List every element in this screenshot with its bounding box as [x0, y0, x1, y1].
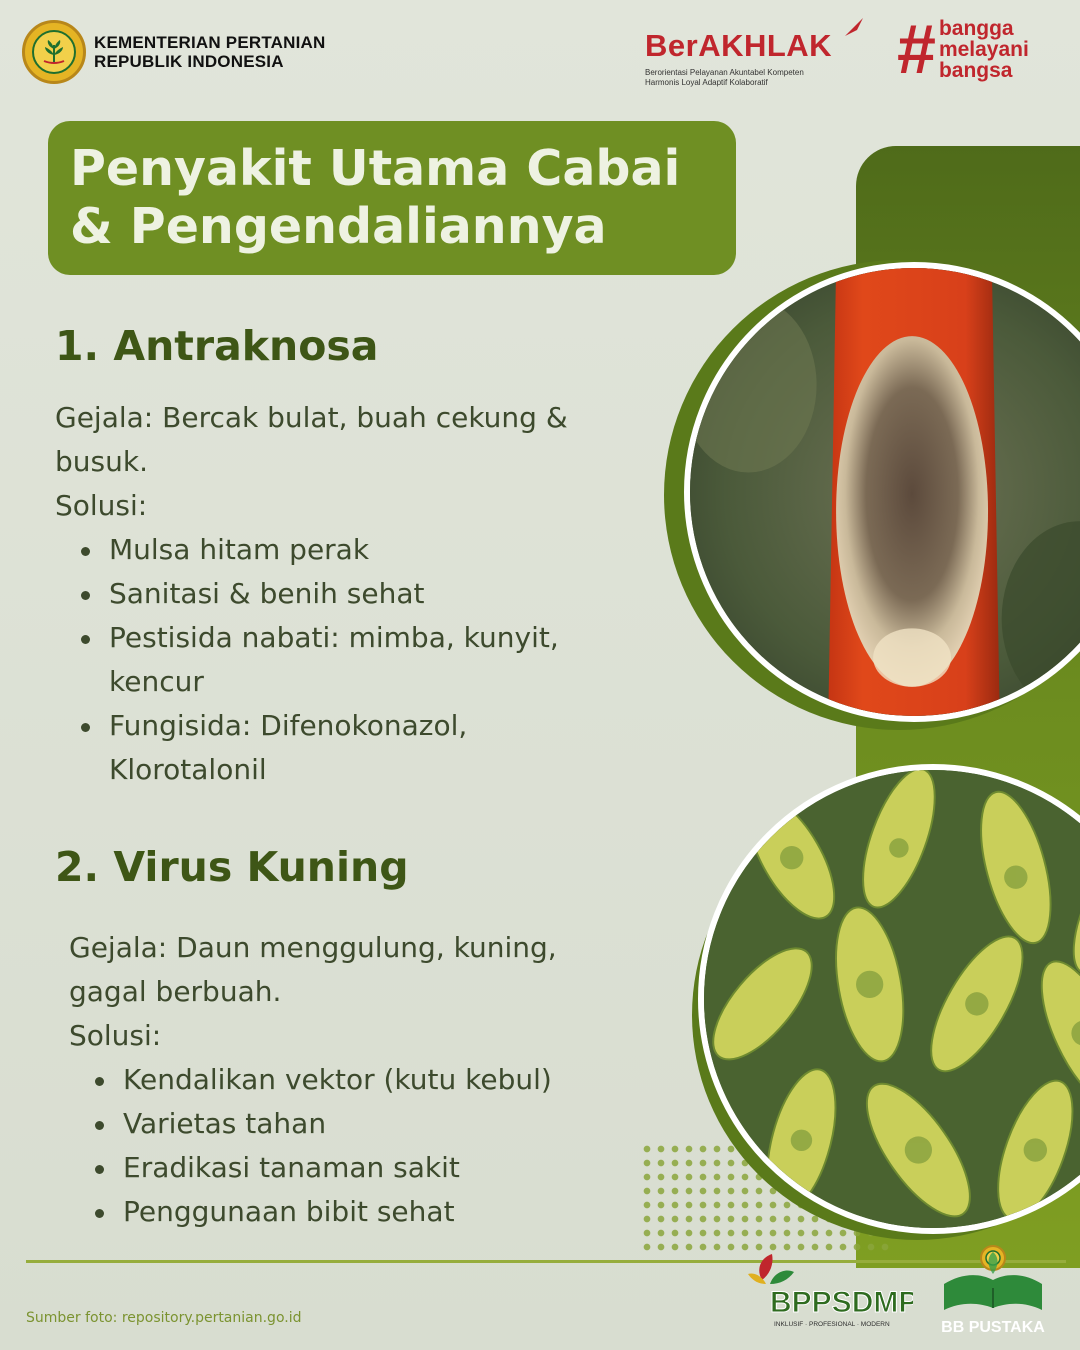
section-1-heading: 1. Antraknosa [55, 322, 379, 370]
section-2-body [69, 926, 669, 1234]
list-item: Pestisida nabati: mimba, kunyit, kencur [55, 616, 655, 704]
bangga-word: bangga [938, 17, 1014, 40]
ministry-name-line2: REPUBLIK INDONESIA [94, 52, 284, 71]
berakhlak-wordmark: BerAKHLAK [645, 28, 833, 63]
svg-text:BB PUSTAKA [941, 1319, 1045, 1336]
ministry-seal-icon [22, 20, 86, 84]
list-item: Varietas tahan [69, 1102, 669, 1146]
bangga-melayani-bangsa-logo [896, 10, 1029, 88]
bangsa-word: bangsa [938, 59, 1013, 82]
berakhlak-tagline-2: Harmonis Loyal Adaptif Kolaboratif [645, 78, 768, 87]
list-item: Sanitasi & benih sehat [55, 572, 655, 616]
list-item: Mulsa hitam perak [55, 528, 655, 572]
photo-source-credit: Sumber foto: repository.pertanian.go.id [26, 1310, 302, 1326]
bppsdmp-wordmark: BPPSDMP [770, 1286, 913, 1319]
section-1-gejala-line-1: Gejala: Bercak bulat, buah cekung & [55, 401, 568, 434]
bppsdmp-tagline: INKLUSIF · PROFESIONAL · MODERN [774, 1321, 890, 1328]
list-item: Kendalikan vektor (kutu kebul) [69, 1058, 669, 1102]
section-2-solusi-label: Solusi: [69, 1019, 162, 1052]
list-item: Eradikasi tanaman sakit [69, 1146, 669, 1190]
section-2-gejala-line-2: gagal berbuah. [69, 975, 282, 1008]
list-item: Fungisida: Difenokonazol, Klorotalonil [55, 704, 655, 792]
list-item: Penggunaan bibit sehat [69, 1190, 669, 1234]
page-title [70, 140, 680, 256]
section-2-gejala-line-1: Gejala: Daun menggulung, kuning, [69, 931, 557, 964]
melayani-word: melayani [938, 38, 1029, 61]
section-1-solution-list [55, 528, 655, 792]
title-line-1: Penyakit Utama Cabai [70, 140, 681, 197]
title-line-2: & Pengendaliannya [70, 198, 607, 255]
berakhlak-flick-icon [843, 16, 865, 38]
svg-text:INKLUSIF · PROFESIONAL · MODER [774, 1321, 890, 1328]
svg-text:BPPSDMP [770, 1286, 913, 1319]
bb-pustaka-wordmark: BB PUSTAKA [941, 1319, 1045, 1336]
berakhlak-tagline-1: Berorientasi Pelayanan Akuntabel Kompeten [645, 68, 804, 77]
section-1-gejala-line-2: busuk. [55, 445, 148, 478]
bb-pustaka-logo [930, 1244, 1060, 1338]
ministry-name-line1: KEMENTERIAN PERTANIAN [94, 33, 326, 52]
ministry-logo [22, 20, 326, 84]
bppsdmp-logo [748, 1250, 913, 1332]
hashtag-icon: # [896, 10, 935, 88]
section-2-solution-list [69, 1058, 669, 1234]
berakhlak-logo [645, 24, 860, 88]
section-1-solusi-label: Solusi: [55, 489, 148, 522]
section-1-body [55, 396, 655, 792]
section-2-heading: 2. Virus Kuning [55, 843, 409, 891]
